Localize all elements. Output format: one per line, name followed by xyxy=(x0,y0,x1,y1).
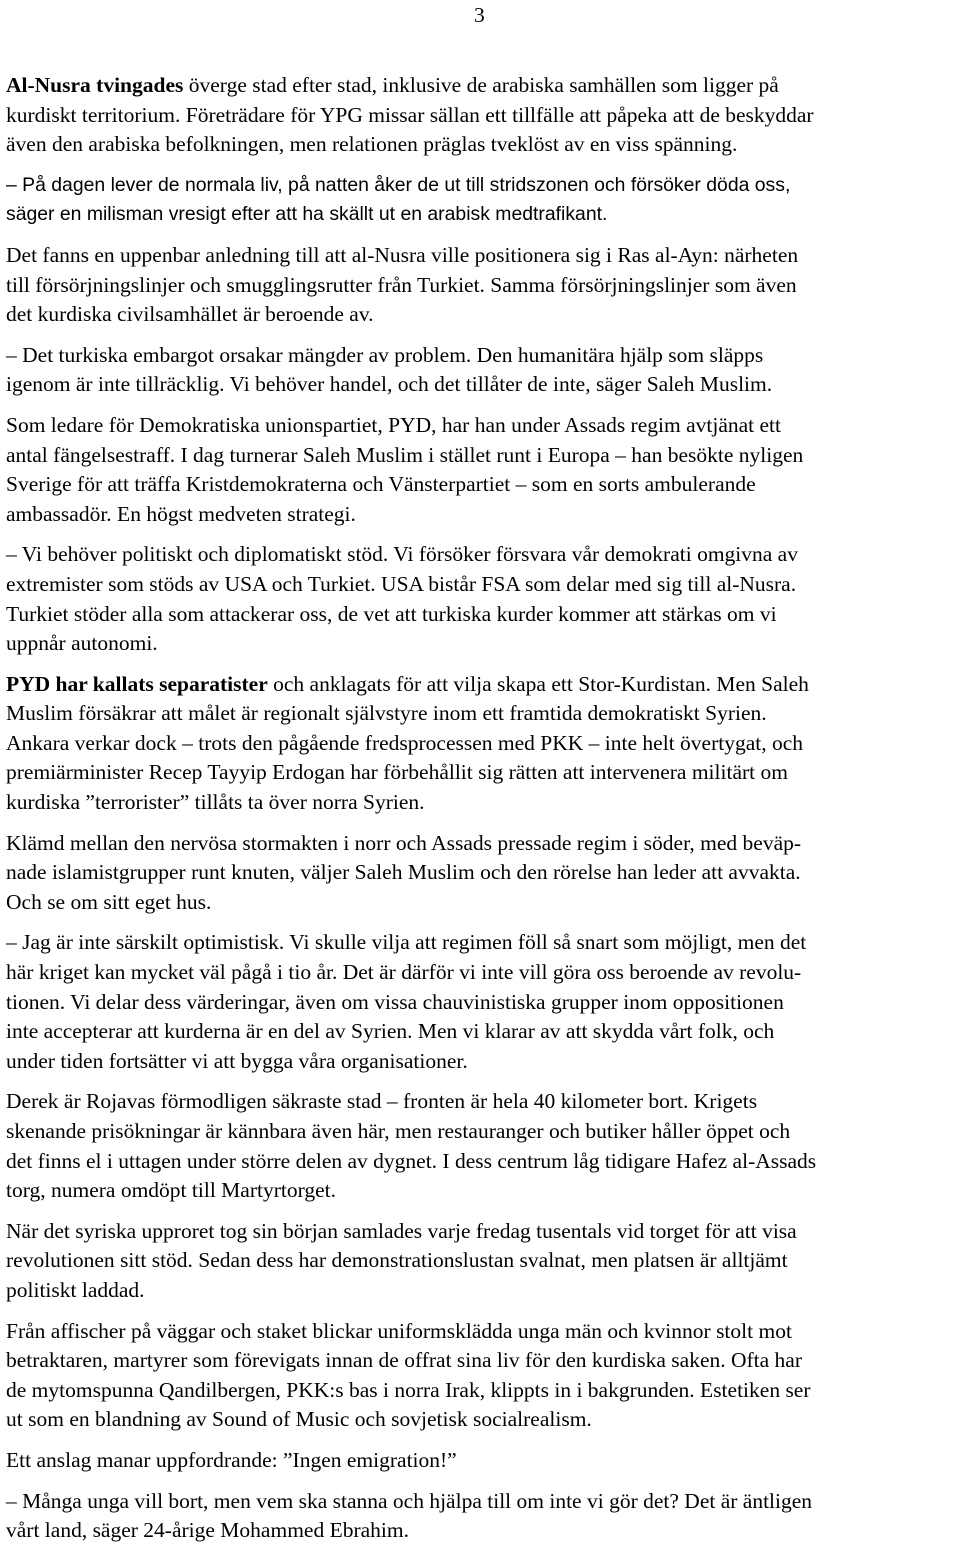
paragraph-5: Som ledare för Demokratiska unionspartiet, PYD, har han under Assads regim avtjänat ett antal fängelsestraff. I dag turnerar Saleh Muslim i stället runt i Europa – han besökte nyligen Sverige för att träffa Kristdemokraterna och Vänsterpartiet – som en sorts ambulerande ambassadör. En högst medveten strategi. xyxy=(6,412,804,526)
paragraph-13: Ett anslag manar uppfordrande: ”Ingen emigration!” xyxy=(6,1447,457,1472)
paragraph-4-quote: – Det turkiska embargot orsakar mängder av problem. Den humanitära hjälp som släpps igenom är inte tillräcklig. Vi behöver handel, och det tillåter de inte, säger Saleh Muslim. xyxy=(6,342,773,397)
paragraph-8: Klämd mellan den nervösa stormakten i norr och Assads pressade regim i söder, med beväp- nade islamistgrupper runt knuten, väljer Saleh Muslim och den rörelse han leder att avvakta. Och se om sitt eget hus. xyxy=(6,830,802,914)
paragraph-3: Det fanns en uppenbar anledning till att al-Nusra ville positionera sig i Ras al-Ayn: närheten till försörjningslinjer och smugglingsrutter från Turkiet. Samma försörjningslinjer som även det kurdiska civilsamhället är beroende av. xyxy=(6,242,799,327)
paragraph-2-quote: – På dagen lever de normala liv, på natten åker de ut till stridszonen och försöker döda oss, säger en milisman vresigt efter att ha skällt ut en arabisk medtrafikant. xyxy=(6,173,791,226)
paragraph-12: Från affischer på väggar och staket blickar uniformsklädda unga män och kvinnor stolt mot betraktaren, martyrer som förevigats innan de offrat sina liv för den kurdiska saken. Ofta har de mytomspunna Qandilbergen, PKK:s bas i norra Irak, klippts in i bakgrunden. Estetiken ser ut som en blandning av Sound of Music och sovjetisk socialrealism. xyxy=(6,1318,811,1432)
paragraph-6-quote: – Vi behöver politiskt och diplomatiskt stöd. Vi försöker försvara vår demokrati omgivna av extremister som stöds av USA och Turkiet. USA bistår FSA som delar med sig till al-Nusra. Turkiet stöder alla som attackerar oss, de vet att turkiska kurder kommer att stärkas om vi uppnår autonomi. xyxy=(6,542,798,656)
paragraph-7-lead: PYD har kallats separatister xyxy=(6,671,268,696)
paragraph-9-quote: – Jag är inte särskilt optimistisk. Vi skulle vilja att regimen föll så snart som möjligt, men det här kriget kan mycket väl pågå i tio år. Det är därför vi inte vill göra oss beroende av revolu- tionen. Vi delar dess värderingar, även om vissa chauvinistiska grupper inom oppositionen inte accepterar att kurderna är en del av Syrien. Men vi klarar av att skydda vårt folk, och under tiden fortsätter vi att bygga våra organisationer. xyxy=(6,930,807,1073)
paragraph-1-text: överge stad efter stad, inklusive de arabiska samhällen som ligger på kurdiskt territorium. Företrädare för YPG missar sällan ett tillfälle att påpeka att de beskyddar även den arabiska befolkningen, men relationen präglas tveklöst av en viss spänning. xyxy=(6,73,814,157)
paragraph-7-text: och anklagats för att vilja skapa ett Stor-Kurdistan. Men Saleh Muslim försäkrar att målet är regionalt självstyre inom ett framtida demokratiskt Syrien. Ankara verkar dock – trots den pågående fredsprocessen med PKK – inte helt övertygat, och premiärminister Recep Tayyip Erdogan har förbehållit sig rätten att intervenera militärt om kurdiska ”terrorister” tillåts ta över norra Syrien. xyxy=(6,671,809,815)
article-body xyxy=(6,71,958,1557)
paragraph-14-quote: – Många unga vill bort, men vem ska stanna och hjälpa till om inte vi gör det? Det är äntligen vårt land, säger 24-årige Mohammed Ebrahim. xyxy=(6,1488,813,1543)
paragraph-7 xyxy=(6,670,958,818)
paragraph-10: Derek är Rojavas förmodligen säkraste stad – fronten är hela 40 kilometer bort. Krigets skenande prisökningar är kännbara även här, men restauranger och butiker håller öppet och det finns el i uttagen under större delen av dygnet. I dess centrum låg tidigare Hafez al-Assads torg, numera omdöpt till Martyrtorget. xyxy=(6,1089,817,1203)
paragraph-11: När det syriska upproret tog sin början samlades varje fredag tusentals vid torget för att visa revolutionen sitt stöd. Sedan dess har demonstrationslustan svalnat, men platsen är alltjämt politiskt laddad. xyxy=(6,1218,797,1302)
page-number: 3 xyxy=(474,3,485,27)
paragraph-1 xyxy=(6,71,958,160)
paragraph-1-lead: Al-Nusra tvingades xyxy=(6,73,184,97)
